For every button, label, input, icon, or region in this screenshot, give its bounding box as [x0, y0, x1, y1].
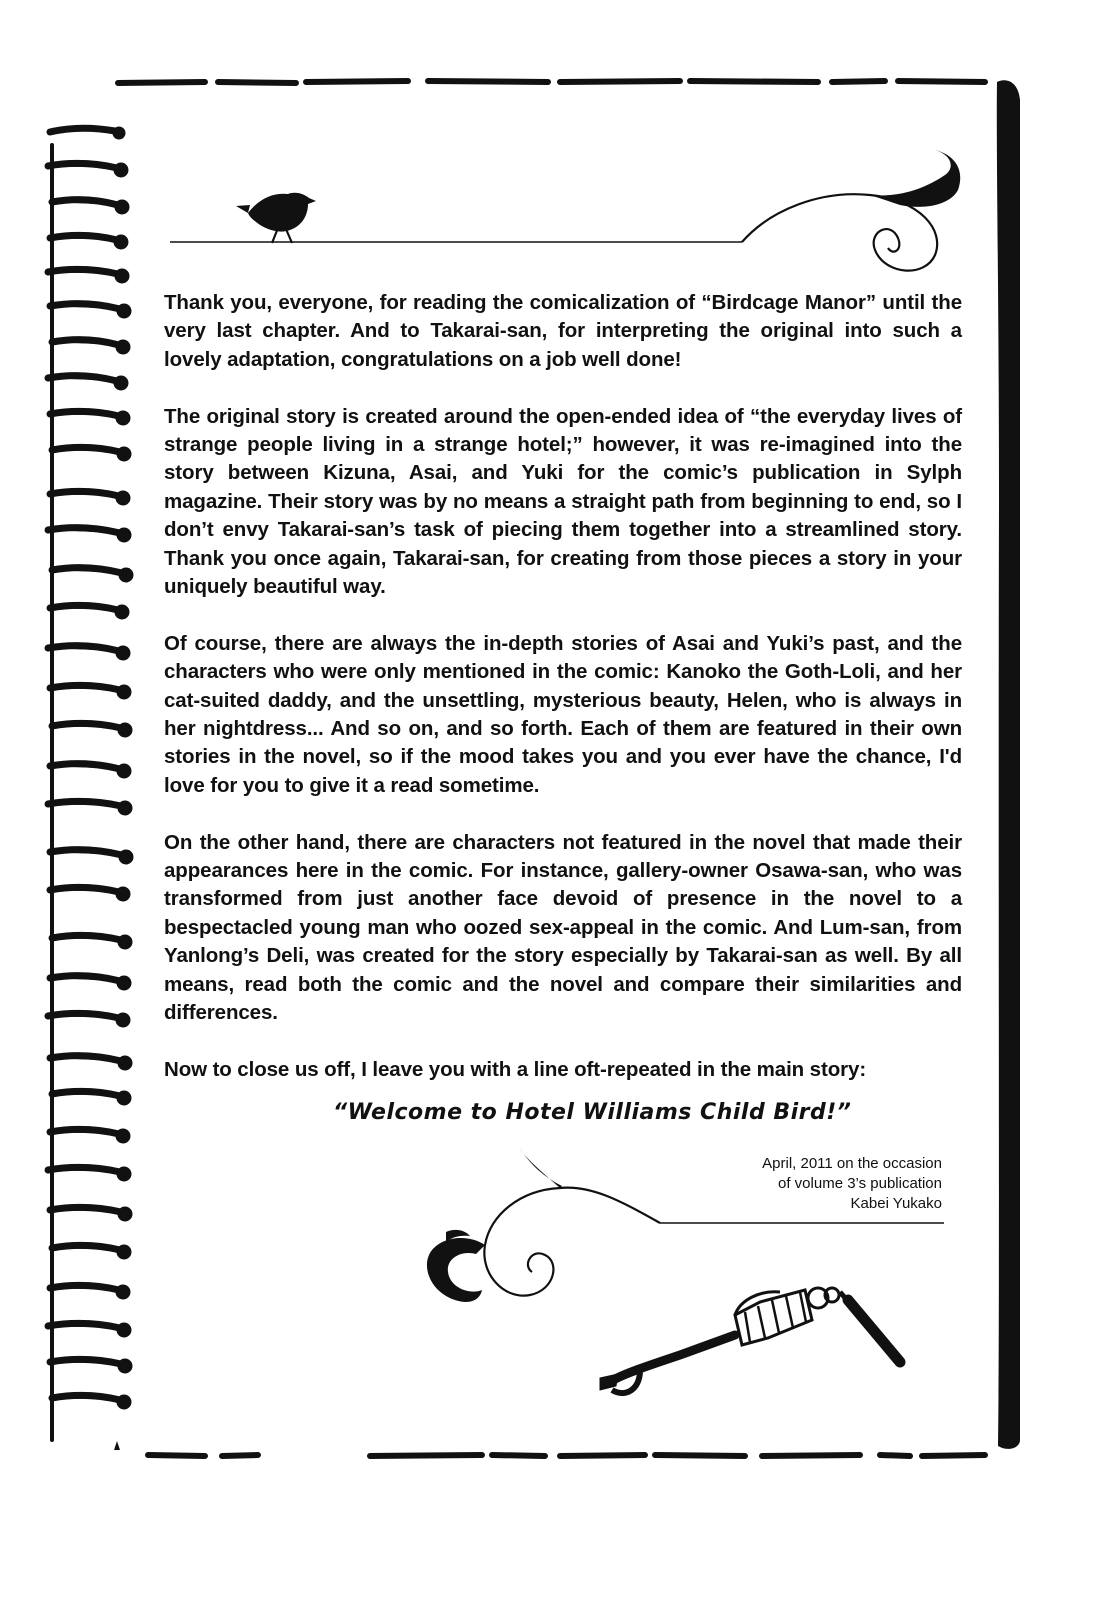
- paragraph-original-story: The original story is created around the open-ended idea of “the everyday lives of strange people living in a strange hotel;” however, it was re-imagined into the story between Kizuna, Asai, and Yuki for the comic’s publication in Sylph magazine. Their story was by no means a straight path from beginning to end, so I don’t envy Takarai-san’s task of piecing them together into a streamlined story. Thank you once again, Takarai-san, for creating from those pieces a story in your uniquely beautiful way.: [164, 404, 962, 599]
- paragraph-thanks: Thank you, everyone, for reading the comicalization of “Birdcage Manor” until the very last chapter. And to Takarai-san, for interpreting the original into such a lovely adaptation, congratulations on a job well done!: [164, 291, 962, 371]
- paragraph-characters: Of course, there are always the in-depth stories of Asai and Yuki’s past, and the characters who were only mentioned in the comic: Kanoko the Goth-Loli, and her cat-suited daddy, and the unsettling, mysterious beauty, Helen, who is always in her nightdress... And so on, and so forth. Each of them are featured in their own stories in the novel, so if the mood takes you and you ever have the chance, I'd love for you to give it a read sometime.: [164, 631, 962, 797]
- closing-quote: “Welcome to Hotel Williams Child Bird!”: [333, 1100, 852, 1125]
- letter-body: [164, 289, 962, 1113]
- right-border: [997, 80, 1020, 1449]
- birdcage-icon: [735, 1290, 812, 1345]
- top-border: [118, 81, 985, 83]
- corner-mark: [114, 1441, 120, 1450]
- paragraph-closing: Now to close us off, I leave you with a line oft-repeated in the main story:: [164, 1057, 867, 1081]
- bottom-border: [148, 1455, 985, 1456]
- paragraph-comic-characters: On the other hand, there are characters not featured in the novel that made their appearances here in the comic. For instance, gallery-owner Osawa-san, who was transformed from just another face devoid of presence in the novel to a bespectacled young man who oozed sex-appeal in the comic. And Lum-san, from Yanlong’s Deli, was created for the story especially by Takarai-san as well. By all means, read both the comic and the novel and compare their similarities and differences.: [164, 830, 962, 1025]
- bird-illustration: [236, 193, 316, 243]
- spiral-binding: [48, 127, 133, 1440]
- signature-date: April, 2011 on the occasion: [762, 1155, 942, 1172]
- birdcage-key-illustration: [600, 1288, 900, 1393]
- top-flourish-line: [170, 150, 960, 271]
- signature-occasion: of volume 3’s publication: [778, 1175, 942, 1192]
- flourish-bottom: [484, 1188, 660, 1296]
- signature-block: [762, 1154, 942, 1214]
- signature-author: Kabei Yukako: [850, 1195, 942, 1212]
